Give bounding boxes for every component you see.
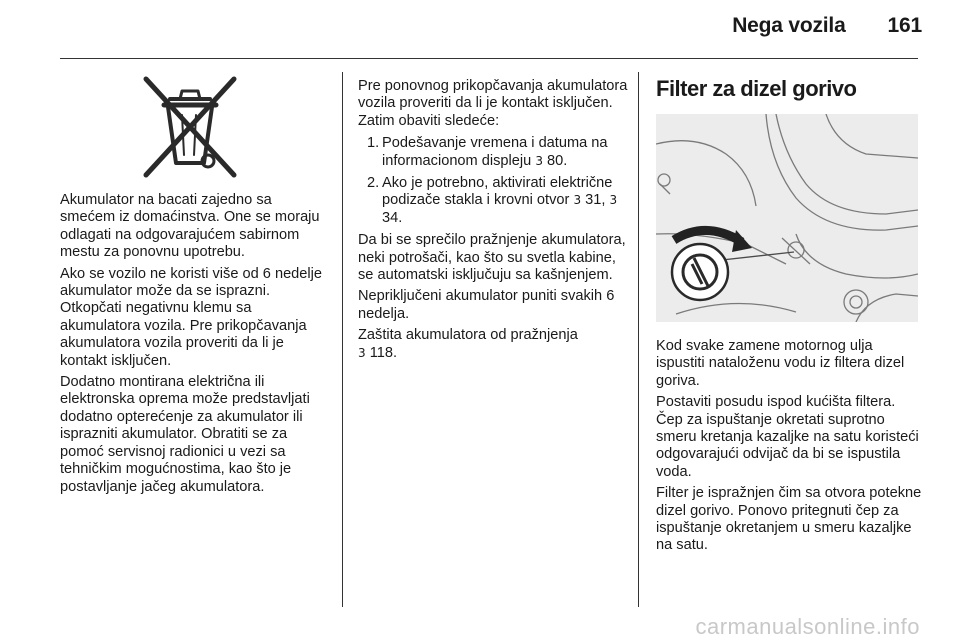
page-ref-icon: 3 (573, 193, 582, 208)
paragraph: Dodatno montirana električna ili elektronska oprema može predstavljati dodatno opterećenje za akumulator ili isprazniti akumulator. Obratiti se za pomoć servisnoj radionici u vezi sa tehničkim mogućnostima, kao što je postavljanje jačeg akumulatora. (60, 374, 310, 495)
middle-column (358, 78, 630, 366)
page-ref-icon: 3 (535, 153, 543, 168)
numbered-list (358, 135, 630, 227)
page-title: Nega vozila (732, 14, 846, 37)
paragraph: Zaštita akumulatora od pražnjenja 3 118. (358, 327, 578, 361)
page-number: 161 (887, 14, 922, 37)
paragraph: Da bi se sprečilo pražnjenje akumulatora, neki potrošači, kao što su svetla kabine, se automatski isključuju sa kašnjenjem. (358, 232, 626, 284)
diesel-filter-illustration (656, 114, 918, 322)
page-ref-icon: 3 (358, 345, 366, 360)
paragraph: Nepriključeni akumulator puniti svakih 6 nedelja. (358, 288, 615, 322)
watermark: carmanualsonline.info (695, 614, 920, 639)
paragraph: Akumulator na bacati zajedno sa smećem iz domaćinstva. One se moraju odlagati na odgovarajućem sabirnom mestu za ponovnu upotrebu. (60, 192, 320, 261)
page-ref-link[interactable]: 118. (369, 344, 398, 361)
page-ref-icon: 3 (609, 193, 618, 208)
paragraph: Filter je ispražnjen čim sa otvora potekne dizel gorivo. Ponovo pritegnuti čep za ispuštanje okretanjem u smeru kazaljke na satu. (656, 485, 922, 554)
list-item: 1. Podešavanje vremena i datuma na informacionom displeju 3 80. (367, 135, 608, 169)
left-column (60, 192, 328, 500)
paragraph: Kod svake zamene motornog ulja ispustiti nataloženu vodu iz filtera dizel goriva. (656, 338, 905, 389)
column-divider-1 (342, 72, 343, 607)
paragraph: Pre ponovnog prikopčavanja akumulatora vozila proveriti da li je kontakt isključen. Zatim obaviti sledeće: (358, 78, 628, 129)
page-ref-link[interactable]: 34. (382, 209, 403, 226)
paragraph: Ako se vozilo ne koristi više od 6 nedelje akumulator može da se isprazni. Otkopčati negativnu klemu sa akumulatora vozila. Pre prikopčavanja akumulatora vozila proveriti da li je kontakt isključen. (60, 265, 323, 369)
paragraph: Postaviti posudu ispod kućišta filtera. Čep za ispuštanje okretati suprotno smeru kretanja kazaljke na satu koristeći odgovarajući odvijač da bi se ispustila voda. (656, 394, 919, 480)
list-item: 2. Ako je potrebno, aktivirati električne podizače stakla i krovni otvor 3 31, 3 34. (367, 175, 618, 226)
right-column (656, 338, 924, 559)
page-header (732, 14, 922, 38)
page-ref-link[interactable]: 80. (547, 152, 568, 169)
page-ref-link[interactable]: 31, (585, 192, 610, 209)
column-divider-2 (638, 72, 639, 607)
header-rule (60, 58, 918, 59)
section-heading: Filter za dizel gorivo (656, 76, 857, 101)
crossed-out-bin-icon (140, 75, 240, 179)
